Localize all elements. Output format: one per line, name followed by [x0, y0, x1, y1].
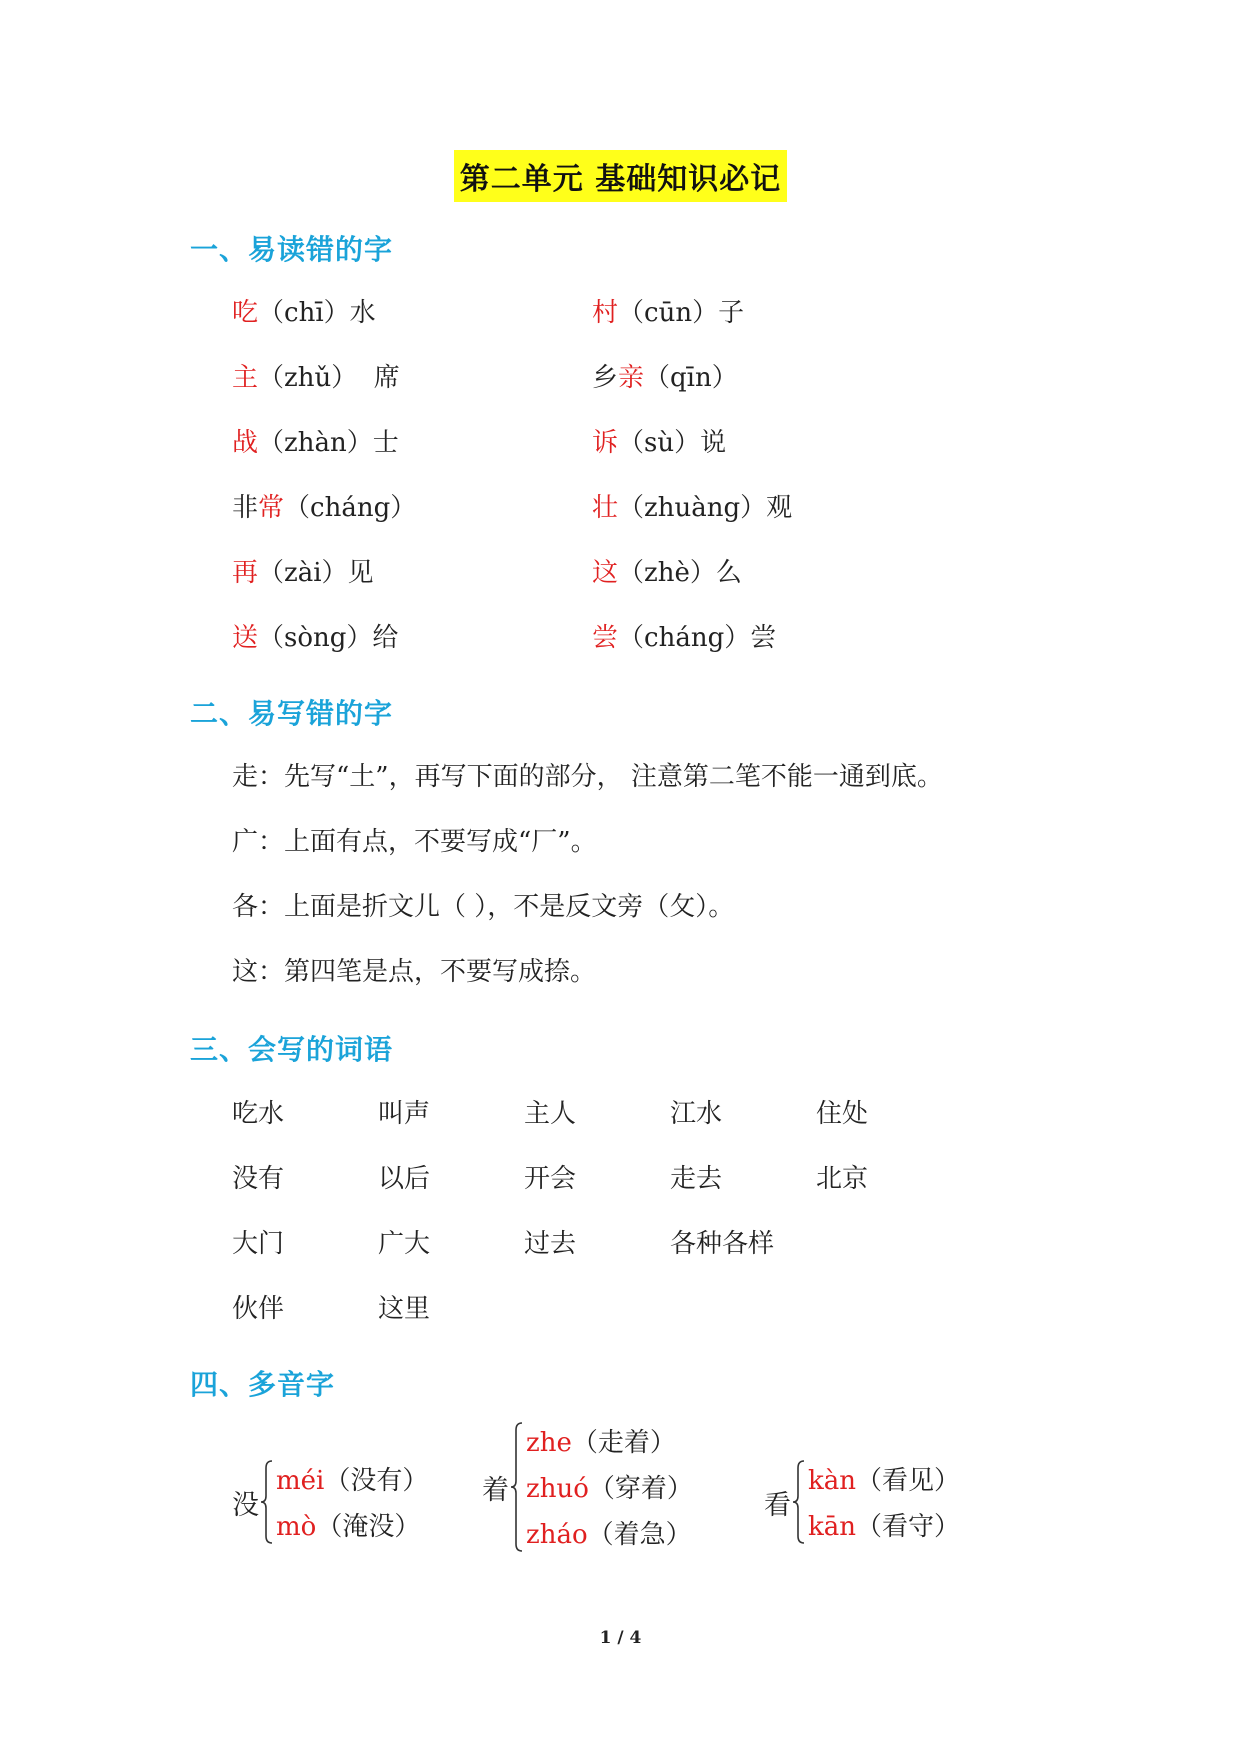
vocab-word: 以后	[378, 1164, 431, 1194]
char-highlight: 诉	[592, 428, 619, 458]
polyphone-char: 没	[232, 1490, 259, 1521]
vocab-word: 江水	[670, 1099, 723, 1129]
vocab-word: 走去	[670, 1164, 723, 1194]
vocab-word: 主人	[524, 1099, 577, 1129]
char-highlight: 战	[232, 428, 259, 458]
brace-icon	[510, 1422, 524, 1552]
polyphone-char: 看	[764, 1490, 791, 1521]
reading-pinyin: mò	[276, 1512, 317, 1542]
reading-word: （穿着）	[588, 1474, 693, 1504]
polyphone-reading	[526, 1468, 693, 1505]
pinyin: （zhǔ）	[258, 363, 358, 393]
char-plain: 尝	[750, 623, 777, 653]
page-number: 1 / 4	[599, 1628, 642, 1648]
pinyin: （zhè）	[618, 558, 716, 588]
polyphone-reading	[526, 1422, 676, 1459]
easy-read-item	[592, 292, 744, 329]
easy-read-item	[592, 552, 742, 589]
easy-read-item	[232, 552, 374, 589]
polyphone-reading	[808, 1460, 960, 1497]
pinyin: （sù）	[618, 428, 701, 458]
char-highlight: 村	[592, 298, 619, 328]
vocab-word: 开会	[524, 1164, 577, 1194]
pinyin: （qīn）	[644, 363, 738, 393]
easy-read-item	[232, 422, 399, 459]
easy-read-item	[232, 617, 398, 654]
easy-read-item	[232, 357, 400, 394]
vocab-word: 各种各样	[670, 1229, 775, 1259]
pinyin: （cūn）	[618, 298, 719, 328]
char-plain: 给	[372, 623, 399, 653]
reading-pinyin: zhuó	[526, 1474, 589, 1504]
reading-pinyin: zhe	[526, 1428, 572, 1458]
reading-pinyin: zháo	[526, 1520, 588, 1550]
char-highlight: 亲	[618, 363, 645, 393]
char-plain: 士	[372, 428, 399, 458]
char-plain: 乡	[592, 363, 619, 393]
polyphone-reading	[276, 1506, 420, 1543]
vocab-word: 这里	[378, 1294, 431, 1324]
reading-word: （着急）	[587, 1520, 692, 1550]
char-highlight: 主	[232, 363, 259, 393]
char-plain: 么	[715, 558, 742, 588]
reading-word: （淹没）	[316, 1512, 421, 1542]
vocab-word: 住处	[816, 1099, 869, 1129]
pinyin: （zhàn）	[258, 428, 373, 458]
page-title: 第二单元 基础知识必记	[454, 150, 787, 202]
writing-note: 广：上面有点，不要写成“厂”。	[232, 827, 597, 857]
reading-pinyin: méi	[276, 1466, 325, 1496]
vocab-word: 广大	[378, 1229, 431, 1259]
vocab-word: 北京	[816, 1164, 869, 1194]
brace-icon	[260, 1460, 274, 1544]
easy-read-item	[232, 292, 376, 329]
reading-word: （看守）	[856, 1512, 961, 1542]
char-plain: 说	[700, 428, 727, 458]
pinyin: （chī）	[258, 298, 350, 328]
reading-pinyin: kān	[808, 1512, 857, 1542]
char-highlight: 这	[592, 558, 619, 588]
section-heading-easy-write: 二、易写错的字	[190, 697, 394, 730]
polyphone-reading	[808, 1506, 960, 1543]
char-plain: 观	[766, 493, 793, 523]
pinyin: （cháng）	[284, 493, 417, 523]
char-plain: 子	[718, 298, 745, 328]
char-highlight: 常	[258, 493, 285, 523]
polyphone-reading	[526, 1514, 692, 1551]
reading-pinyin: kàn	[808, 1466, 857, 1496]
writing-note: 这：第四笔是点，不要写成捺。	[232, 957, 597, 987]
pinyin: （sòng）	[258, 623, 373, 653]
char-plain: 席	[357, 363, 400, 393]
easy-read-item	[232, 487, 416, 524]
char-highlight: 吃	[232, 298, 259, 328]
polyphone-char: 着	[482, 1475, 509, 1506]
pinyin: （zài）	[258, 558, 348, 588]
reading-word: （看见）	[856, 1466, 961, 1496]
vocab-word: 过去	[524, 1229, 577, 1259]
section-heading-vocab: 三、会写的词语	[190, 1033, 394, 1066]
reading-word: （走着）	[571, 1428, 676, 1458]
writing-note: 走：先写“土”，再写下面的部分， 注意第二笔不能一通到底。	[232, 762, 943, 792]
vocab-word: 吃水	[232, 1099, 285, 1129]
brace-icon	[792, 1460, 806, 1544]
section-heading-polyphone: 四、多音字	[190, 1368, 336, 1401]
reading-word: （没有）	[324, 1466, 429, 1496]
char-plain: 见	[347, 558, 374, 588]
vocab-word: 大门	[232, 1229, 285, 1259]
easy-read-item	[592, 487, 792, 524]
easy-read-item	[592, 617, 776, 654]
char-plain: 非	[232, 493, 259, 523]
vocab-word: 没有	[232, 1164, 285, 1194]
char-highlight: 壮	[592, 493, 619, 523]
char-highlight: 送	[232, 623, 259, 653]
vocab-word: 伙伴	[232, 1294, 285, 1324]
writing-note: 各：上面是折文儿（ ），不是反文旁（攵）。	[232, 892, 735, 922]
vocab-word: 叫声	[378, 1099, 431, 1129]
char-plain: 水	[349, 298, 376, 328]
char-highlight: 尝	[592, 623, 619, 653]
pinyin: （zhuàng）	[618, 493, 767, 523]
pinyin: （cháng）	[618, 623, 751, 653]
title-wrap	[0, 150, 1241, 202]
easy-read-item	[592, 422, 726, 459]
polyphone-reading	[276, 1460, 428, 1497]
section-heading-easy-read: 一、易读错的字	[190, 233, 394, 266]
easy-read-item	[592, 357, 738, 394]
char-highlight: 再	[232, 558, 259, 588]
